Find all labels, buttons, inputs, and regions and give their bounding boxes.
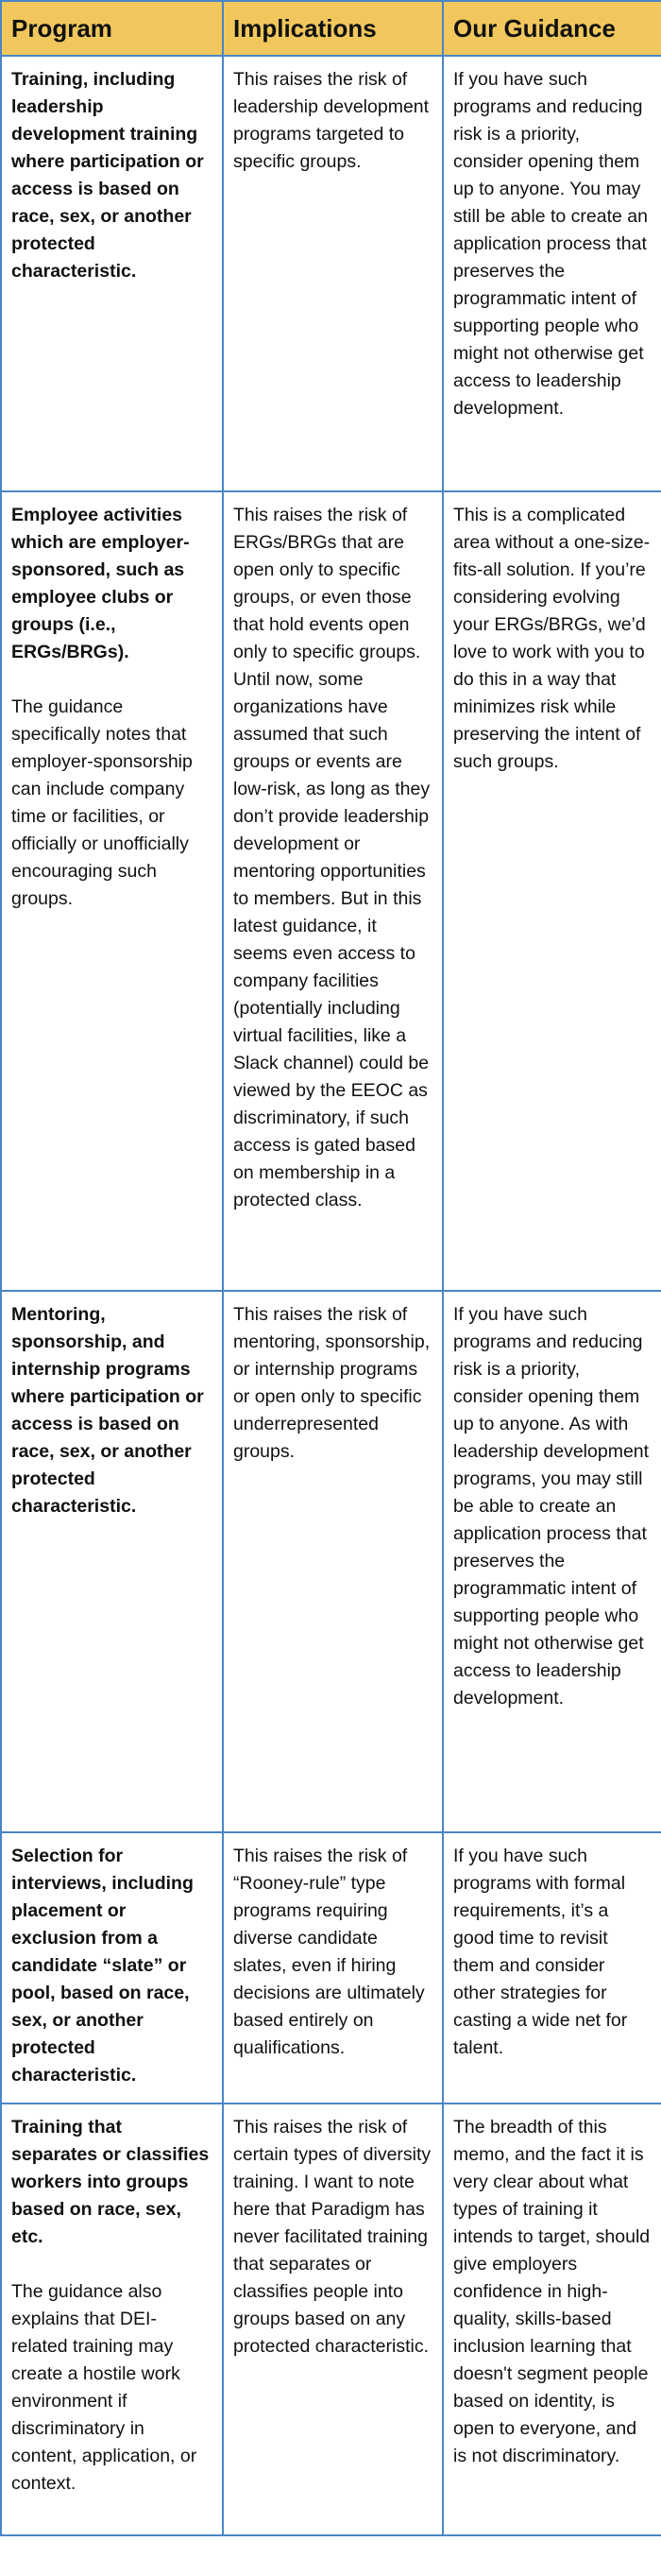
- guidance-cell: This is a complicated area without a one-size-fits-all solution. If you’re considering evolving your ERGs/BRGs, we’d love to work with you to do this in a way that minimizes risk while preserving the intent of such groups.: [443, 491, 661, 1291]
- program-text: Employee activities which are employer-sponsored, such as employee clubs or groups (i.e., ERGs/BRGs).: [11, 505, 190, 662]
- header-implications: Implications: [223, 1, 443, 56]
- table-row: [1, 1291, 661, 1832]
- program-text: Mentoring, sponsorship, and internship programs where participation or access is based on race, sex, or another protected characteristic.: [11, 1304, 204, 1517]
- program-cell: [1, 1832, 223, 2104]
- header-guidance: Our Guidance: [443, 1, 661, 56]
- guidance-cell: If you have such programs with formal requirements, it’s a good time to revisit them and consider other strategies for casting a wide net for talent.: [443, 1832, 661, 2104]
- program-cell: [1, 1291, 223, 1832]
- guidance-cell: If you have such programs and reducing risk is a priority, consider opening them up to anyone. As with leadership development programs, you may still be able to create an application process that preserves the programmatic intent of supporting people who might not otherwise get access to leadership development.: [443, 1291, 661, 1832]
- program-text: Training that separates or classifies workers into groups based on race, sex, etc.: [11, 2117, 210, 2247]
- table-row: [1, 1832, 661, 2104]
- guidance-cell: If you have such programs and reducing risk is a priority, consider opening them up to anyone. You may still be able to create an application process that preserves the programmatic intent of supporting people who might not otherwise get access to leadership development.: [443, 56, 661, 491]
- header-program: Program: [1, 1, 223, 56]
- program-note: The guidance specifically notes that employer-sponsorship can include company time or facilities, or officially or unofficially encouraging such groups.: [11, 696, 193, 909]
- table-row: [1, 56, 661, 491]
- table-row: [1, 491, 661, 1291]
- implications-cell: This raises the risk of “Rooney-rule” type programs requiring diverse candidate slates, even if hiring decisions are ultimately based entirely on qualifications.: [223, 1832, 443, 2104]
- implications-cell: This raises the risk of certain types of diversity training. I want to note here that Paradigm has never facilitated training that separates or classifies people into groups based on any protected characteristic.: [223, 2104, 443, 2535]
- implications-cell: This raises the risk of mentoring, sponsorship, or internship programs or open only to specific underrepresented groups.: [223, 1291, 443, 1832]
- guidance-cell: The breadth of this memo, and the fact it is very clear about what types of training it intends to target, should give employers confidence in high-quality, skills-based inclusion learning that doesn't segment people based on identity, is open to everyone, and is not discriminatory.: [443, 2104, 661, 2535]
- program-cell: [1, 2104, 223, 2535]
- program-note: The guidance also explains that DEI-related training may create a hostile work environment if discriminatory in content, application, or context.: [11, 2281, 197, 2494]
- implications-cell: This raises the risk of leadership development programs targeted to specific groups.: [223, 56, 443, 491]
- program-cell: [1, 491, 223, 1291]
- program-text: Selection for interviews, including placement or exclusion from a candidate “slate” or pool, based on race, sex, or another protected characteristic.: [11, 1846, 194, 2086]
- program-text: Training, including leadership development training where participation or access is based on race, sex, or another protected characteristic.: [11, 69, 204, 282]
- program-cell: [1, 56, 223, 491]
- implications-cell: This raises the risk of ERGs/BRGs that are open only to specific groups, or even those that hold events open only to specific groups. Until now, some organizations have assumed that such groups or events are low-risk, as long as they don’t provide leadership development or mentoring opportunities to members. But in this latest guidance, it seems even access to company facilities (potentially including virtual facilities, like a Slack channel) could be viewed by the EEOC as discriminatory, if such access is gated based on membership in a protected class.: [223, 491, 443, 1291]
- table-row: [1, 2104, 661, 2535]
- header-row: [1, 1, 661, 56]
